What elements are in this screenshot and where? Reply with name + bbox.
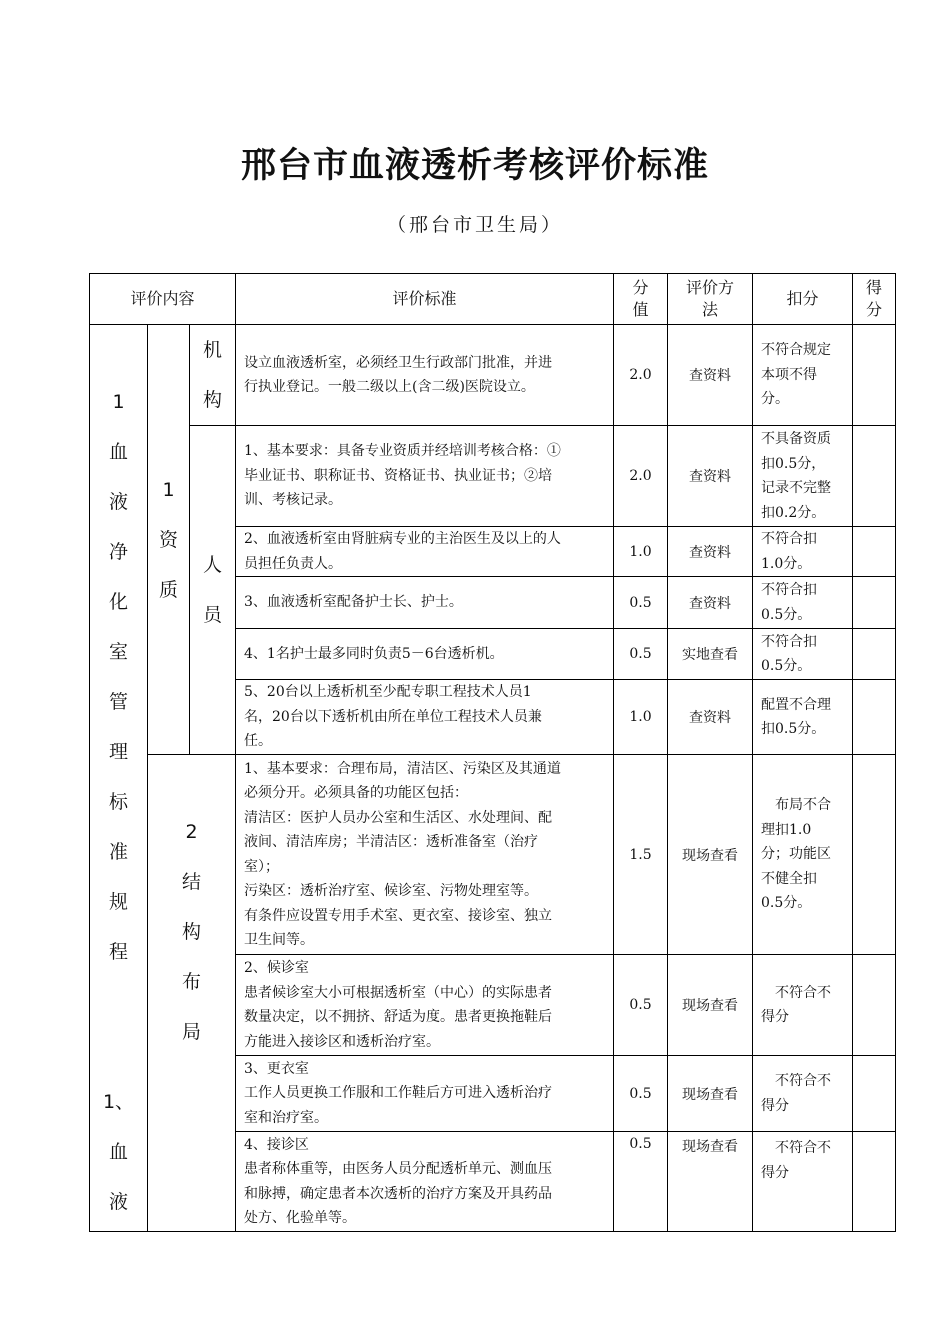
standard-line: 患者称体重等，由医务人员分配透析单元、测血压 (244, 1161, 552, 1177)
score-cell: 1.0 (614, 527, 668, 577)
standard-line: 患者候诊室大小可根据透析室（中心）的实际患者 (244, 984, 552, 1001)
category-char (90, 1027, 147, 1077)
score-cell: 0.5 (614, 1132, 668, 1232)
evaluation-table (89, 273, 896, 1232)
category-char: 净 (108, 541, 128, 563)
standard-line: 毕业证书、职称证书、资格证书、执业证书；②培 (244, 467, 552, 484)
category-char: 程 (108, 941, 128, 963)
deduct-cell (753, 1132, 853, 1232)
gain-cell[interactable] (853, 577, 896, 629)
deduct-line: 布局不合 (761, 797, 831, 814)
method-cell: 现场查看 (668, 1132, 753, 1232)
standard-cell (236, 426, 614, 527)
header-method: 评价方 法 (668, 274, 753, 325)
standard-line: 处方、化验单等。 (244, 1210, 356, 1226)
category-char: 1、 (102, 1091, 135, 1113)
deduct-line: 0.5分。 (761, 658, 812, 674)
standard-line: 4、接诊区 (244, 1136, 309, 1153)
deduct-cell (753, 527, 853, 577)
gain-cell[interactable] (853, 629, 896, 680)
category-char: 室 (108, 641, 128, 663)
deduct-line: 不符合扣 (761, 582, 817, 598)
standard-line: 1、基本要求：合理布局，清洁区、污染区及其通道 (244, 760, 561, 777)
deduct-line: 0.5分。 (761, 895, 812, 912)
standard-line: 3、更衣室 (244, 1060, 309, 1077)
standard-line: 和脉搏，确定患者本次透析的治疗方案及开具药品 (244, 1185, 552, 1202)
deduct-line: 得分 (761, 1009, 789, 1025)
category-char: 血 (108, 1141, 128, 1163)
standard-line: 必须分开。必须具备的功能区包括： (244, 785, 468, 801)
header-content: 评价内容 (90, 274, 236, 325)
deduct-line: 得分 (761, 1164, 789, 1181)
category-char: 理 (108, 741, 128, 763)
method-cell: 查资料 (668, 426, 753, 527)
category-cell (90, 325, 148, 1232)
score-cell: 1.0 (614, 680, 668, 755)
deduct-cell (753, 955, 853, 1056)
score-cell: 0.5 (614, 577, 668, 629)
deduct-line: 配置不合理 (761, 696, 831, 713)
method-cell: 现场查看 (668, 955, 753, 1056)
category-char: 液 (108, 1191, 128, 1213)
method-cell: 查资料 (668, 325, 753, 426)
deduct-line: 1.0分。 (761, 555, 812, 572)
standard-cell (236, 577, 614, 629)
deduct-line: 分。 (761, 391, 789, 408)
category-vertical-text (90, 377, 147, 1227)
gain-cell[interactable] (853, 1132, 896, 1232)
category-char: 管 (108, 691, 128, 713)
standard-line: 名，20台以下透析机由所在单位工程技术人员兼 (244, 708, 542, 725)
deduct-line: 不符合不 (761, 984, 831, 1001)
category-char: 规 (108, 891, 128, 913)
standard-line: 室和治疗室。 (244, 1109, 328, 1126)
deduct-line: 不符合规定 (761, 342, 831, 359)
deduct-line: 记录不完整 (761, 480, 831, 496)
table-header-row (90, 274, 896, 325)
score-cell: 0.5 (614, 629, 668, 680)
category-char: 准 (108, 841, 128, 863)
standard-line: 2、血液透析室由肾脏病专业的主治医生及以上的人 (244, 531, 561, 547)
deduct-cell (753, 426, 853, 527)
standard-line: 卫生间等。 (244, 932, 314, 948)
standard-line: 1、基本要求：具备专业资质并经培训考核合格：① (244, 443, 561, 460)
method-cell: 现场查看 (668, 755, 753, 955)
deduct-line: 理扣1.0 (761, 821, 812, 838)
standard-cell (236, 629, 614, 680)
category-char: 化 (108, 591, 128, 613)
deduct-line: 不具备资质 (761, 431, 831, 447)
standard-cell (236, 1132, 614, 1232)
score-cell: 0.5 (614, 1056, 668, 1132)
section2-cell: 2 结 构 布 局 (148, 755, 236, 1232)
method-cell: 实地查看 (668, 629, 753, 680)
standard-line: 2、候诊室 (244, 960, 309, 976)
deduct-line: 扣0.5分。 (761, 721, 826, 737)
deduct-cell (753, 577, 853, 629)
deduct-line: 不健全扣 (761, 870, 817, 887)
gain-cell[interactable] (853, 755, 896, 955)
standard-line: 液间、清洁库房；半清洁区：透析准备室（治疗 (244, 834, 538, 850)
score-cell: 0.5 (614, 955, 668, 1056)
standard-line: 5、20台以上透析机至少配专职工程技术人员1 (244, 684, 532, 701)
sub-renyuan-cell: 人 员 (190, 426, 236, 755)
method-cell: 现场查看 (668, 1056, 753, 1132)
category-char: 1 (112, 391, 125, 413)
deduct-line: 不符合扣 (761, 531, 817, 547)
standard-line: 3、血液透析室配备护士长、护士。 (244, 594, 463, 611)
table-row (90, 426, 896, 527)
deduct-line: 0.5分。 (761, 606, 812, 623)
document-subtitle: （邢台市卫生局） (386, 214, 563, 236)
deduct-line: 不符合扣 (761, 633, 817, 650)
document-title: 邢台市血液透析考核评价标准 (240, 146, 709, 186)
standard-line: 设立血液透析室，必须经卫生行政部门批准，并进 (244, 354, 552, 371)
standard-line: 工作人员更换工作服和工作鞋后方可进入透析治疗 (244, 1085, 552, 1102)
standard-cell (236, 755, 614, 955)
deduct-line: 不符合不 (761, 1073, 831, 1089)
method-cell: 查资料 (668, 527, 753, 577)
gain-cell[interactable] (853, 426, 896, 527)
header-score: 分 值 (614, 274, 668, 325)
standard-cell (236, 1056, 614, 1132)
standard-line: 方能进入接诊区和透析治疗室。 (244, 1033, 440, 1050)
deduct-line: 不符合不 (761, 1140, 831, 1156)
deduct-cell (753, 755, 853, 955)
standard-cell (236, 527, 614, 577)
gain-cell[interactable] (853, 325, 896, 426)
score-cell: 1.5 (614, 755, 668, 955)
standard-line: 行执业登记。一般二级以上(含二级)医院设立。 (244, 379, 535, 395)
table-row (90, 755, 896, 955)
section1-cell: 1 资 质 (148, 325, 190, 755)
standard-line: 任。 (244, 733, 272, 750)
deduct-line: 本项不得 (761, 366, 817, 383)
gain-cell[interactable] (853, 527, 896, 577)
standard-line: 污染区：透析治疗室、候诊室、污物处理室等。 (244, 883, 538, 899)
category-char: 液 (108, 491, 128, 513)
deduct-cell (753, 1056, 853, 1132)
deduct-line: 得分 (761, 1097, 789, 1114)
method-cell: 查资料 (668, 680, 753, 755)
method-cell: 查资料 (668, 577, 753, 629)
gain-cell[interactable] (853, 1056, 896, 1132)
standard-cell (236, 680, 614, 755)
deduct-cell (753, 680, 853, 755)
gain-cell[interactable] (853, 955, 896, 1056)
deduct-cell (753, 629, 853, 680)
standard-line: 4、1名护士最多同时负责5－6台透析机。 (244, 645, 504, 662)
score-cell: 2.0 (614, 325, 668, 426)
standard-cell (236, 955, 614, 1056)
header-deduct: 扣分 (753, 274, 853, 325)
deduct-cell (753, 325, 853, 426)
deduct-line: 分；功能区 (761, 846, 831, 863)
category-char (90, 977, 147, 1027)
table-row (90, 325, 896, 426)
header-standard: 评价标准 (236, 274, 614, 325)
sub-jigou-cell: 机 构 (190, 325, 236, 426)
standard-cell (236, 325, 614, 426)
score-cell: 2.0 (614, 426, 668, 527)
standard-line: 训、考核记录。 (244, 492, 342, 509)
standard-line: 清洁区：医护人员办公室和生活区、水处理间、配 (244, 809, 552, 826)
standard-line: 室）； (244, 858, 279, 875)
category-char: 血 (108, 441, 128, 463)
standard-line: 有条件应设置专用手术室、更衣室、接诊室、独立 (244, 907, 552, 924)
header-gain: 得 分 (853, 274, 896, 325)
deduct-line: 扣0.2分。 (761, 504, 826, 521)
gain-cell[interactable] (853, 680, 896, 755)
deduct-line: 扣0.5分， (761, 455, 826, 472)
standard-line: 员担任负责人。 (244, 555, 342, 572)
standard-line: 数量决定，以不拥挤、舒适为度。患者更换拖鞋后 (244, 1009, 552, 1025)
category-char: 标 (108, 791, 128, 813)
